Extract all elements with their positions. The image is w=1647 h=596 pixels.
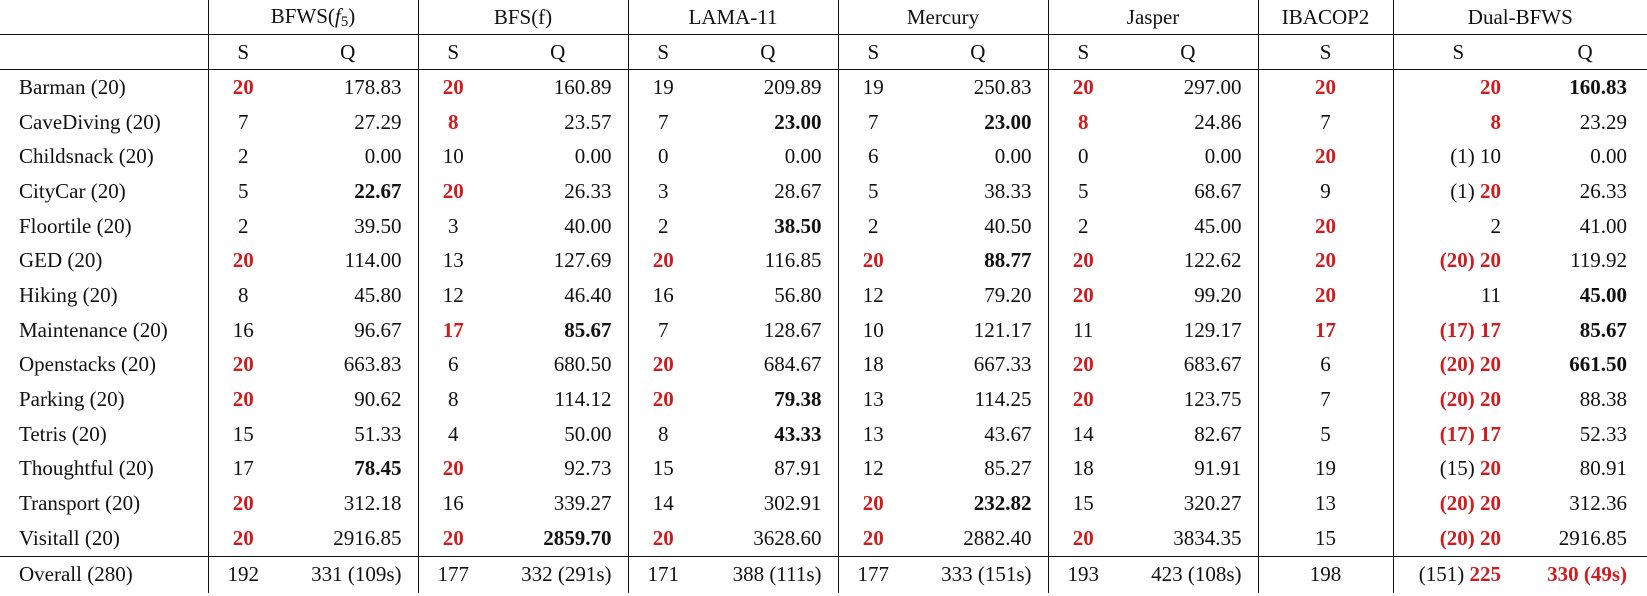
subheader-q: Q: [908, 35, 1048, 70]
domain-name: Floortile (20): [19, 213, 132, 238]
bfws-q: 0.00: [364, 144, 402, 169]
dual-s: 11: [1393, 278, 1523, 313]
lama-s: 15: [628, 452, 698, 487]
jasper-s: 20: [1048, 382, 1118, 417]
bfws-s: 20: [208, 486, 278, 521]
domain-name: Tetris (20): [19, 421, 107, 446]
jasper-s: 20: [1048, 278, 1118, 313]
ibacop-s: 17: [1258, 313, 1393, 348]
mercury-q: 38.33: [984, 178, 1032, 203]
dual-s: 20: [1393, 70, 1523, 105]
jasper-q: 423 (108s): [1118, 556, 1258, 593]
mercury-q: 232.82: [973, 491, 1032, 516]
dual-q: 160.83: [1569, 74, 1628, 99]
bfs-s: 17: [418, 313, 488, 348]
ibacop-s: 7: [1258, 105, 1393, 140]
mercury-q: 23.00: [984, 109, 1032, 134]
jasper-s: 14: [1048, 417, 1118, 452]
domain-name: Openstacks (20): [19, 352, 157, 377]
ibacop-s: 20: [1258, 139, 1393, 174]
bfs-s: 8: [418, 382, 488, 417]
jasper-s: 20: [1048, 70, 1118, 105]
dual-q: 312.36: [1569, 491, 1628, 516]
ibacop-s: 9: [1258, 174, 1393, 209]
mercury-s: 18: [838, 348, 908, 383]
dual-q: 85.67: [1579, 317, 1628, 342]
dual-s: (20) 20: [1393, 486, 1523, 521]
jasper-s: 20: [1048, 521, 1118, 556]
jasper-s: 20: [1048, 243, 1118, 278]
mercury-s: 13: [838, 417, 908, 452]
mercury-q: 79.20: [984, 282, 1032, 307]
mercury-s: 20: [838, 243, 908, 278]
bfs-q: 160.89: [553, 74, 612, 99]
lama-s: 3: [628, 174, 698, 209]
dual-s: (1) 20: [1393, 174, 1523, 209]
jasper-s: 8: [1048, 105, 1118, 140]
table-row: [0, 70, 1647, 105]
bfws-s: 20: [208, 348, 278, 383]
table-row: [0, 452, 1647, 487]
domain-name: Parking (20): [19, 387, 125, 412]
jasper-q: 99.20: [1194, 282, 1242, 307]
bfs-q: 46.40: [564, 282, 612, 307]
jasper-q: 129.17: [1183, 317, 1242, 342]
subheader-s: S: [1393, 35, 1523, 70]
dual-s: 2: [1393, 209, 1523, 244]
jasper-s: 11: [1048, 313, 1118, 348]
mercury-q: 0.00: [994, 144, 1032, 169]
bfs-q: 114.12: [554, 387, 612, 412]
lama-q: 128.67: [763, 317, 822, 342]
bfws-q: 114.00: [344, 248, 402, 273]
bfs-q: 339.27: [553, 491, 612, 516]
bfws-q: 22.67: [354, 178, 402, 203]
bfs-q: 2859.70: [543, 525, 612, 550]
metric-header-row: [0, 35, 1647, 70]
lama-s: 8: [628, 417, 698, 452]
dual-q: 0.00: [1590, 144, 1628, 169]
ibacop-s: 20: [1258, 209, 1393, 244]
jasper-s: 18: [1048, 452, 1118, 487]
subheader-s: S: [628, 35, 698, 70]
header-dual-bfws: Dual-BFWS: [1393, 0, 1647, 35]
table-row: [0, 521, 1647, 556]
jasper-q: 297.00: [1183, 74, 1242, 99]
bfws-q: 96.67: [354, 317, 402, 342]
jasper-s: 15: [1048, 486, 1118, 521]
ibacop-s: 5: [1258, 417, 1393, 452]
mercury-q: 333 (151s): [908, 556, 1048, 593]
bfs-s: 6: [418, 348, 488, 383]
mercury-s: 10: [838, 313, 908, 348]
domain-name: Hiking (20): [19, 282, 118, 307]
jasper-s: 193: [1048, 556, 1118, 593]
lama-s: 20: [628, 521, 698, 556]
jasper-q: 82.67: [1194, 421, 1242, 446]
lama-q: 116.85: [764, 248, 822, 273]
mercury-q: 43.67: [984, 421, 1032, 446]
ibacop-s: 19: [1258, 452, 1393, 487]
lama-s: 20: [628, 348, 698, 383]
ibacop-s: 198: [1258, 556, 1393, 593]
lama-s: 19: [628, 70, 698, 105]
jasper-q: 24.86: [1194, 109, 1242, 134]
jasper-q: 91.91: [1194, 456, 1242, 481]
table-row: [0, 209, 1647, 244]
dual-s: (20) 20: [1393, 243, 1523, 278]
ibacop-s: 15: [1258, 521, 1393, 556]
bfs-s: 20: [418, 174, 488, 209]
bfws-s: 8: [208, 278, 278, 313]
bfs-q: 40.00: [564, 213, 612, 238]
dual-q: 80.91: [1579, 456, 1628, 481]
dual-q: 330 (49s): [1523, 556, 1647, 593]
bfws-s: 2: [208, 139, 278, 174]
bfws-q: 51.33: [354, 421, 402, 446]
table-row: [0, 174, 1647, 209]
dual-q: 52.33: [1579, 421, 1628, 446]
table-row: [0, 382, 1647, 417]
bfws-s: 20: [208, 70, 278, 105]
bfs-s: 10: [418, 139, 488, 174]
domain-name: Childsnack (20): [19, 144, 154, 169]
ibacop-s: 6: [1258, 348, 1393, 383]
lama-q: 87.91: [774, 456, 822, 481]
dual-s: (20) 20: [1393, 382, 1523, 417]
jasper-s: 2: [1048, 209, 1118, 244]
header-ibacop2: IBACOP2: [1258, 0, 1393, 35]
bfws-s: 192: [208, 556, 278, 593]
dual-q: 2916.85: [1558, 525, 1628, 550]
table-row: [0, 243, 1647, 278]
table-row: [0, 105, 1647, 140]
subheader-s: S: [418, 35, 488, 70]
dual-q: 41.00: [1579, 213, 1628, 238]
bfs-q: 680.50: [553, 352, 612, 377]
bfws-s: 17: [208, 452, 278, 487]
jasper-q: 45.00: [1194, 213, 1242, 238]
bfs-s: 4: [418, 417, 488, 452]
table-row: [0, 417, 1647, 452]
domain-name: Thoughtful (20): [19, 456, 154, 481]
mercury-q: 250.83: [973, 74, 1032, 99]
subheader-s: S: [838, 35, 908, 70]
table-row: [0, 348, 1647, 383]
mercury-s: 20: [838, 486, 908, 521]
bfs-s: 177: [418, 556, 488, 593]
jasper-q: 3834.35: [1173, 525, 1242, 550]
bfws-q: 312.18: [343, 491, 402, 516]
bfs-s: 3: [418, 209, 488, 244]
dual-q: 23.29: [1579, 109, 1628, 134]
subheader-q: Q: [1118, 35, 1258, 70]
mercury-q: 40.50: [984, 213, 1032, 238]
bfs-q: 127.69: [553, 248, 612, 273]
jasper-q: 68.67: [1194, 178, 1242, 203]
lama-s: 0: [628, 139, 698, 174]
bfws-s: 20: [208, 243, 278, 278]
corner-cell: [0, 0, 208, 35]
mercury-s: 177: [838, 556, 908, 593]
ibacop-s: 20: [1258, 70, 1393, 105]
domain-name: Maintenance (20): [19, 317, 168, 342]
lama-s: 16: [628, 278, 698, 313]
table-row: [0, 486, 1647, 521]
bfws-s: 7: [208, 105, 278, 140]
domain-name: CaveDiving (20): [19, 109, 161, 134]
bfs-q: 23.57: [564, 109, 612, 134]
bfs-q: 85.67: [564, 317, 612, 342]
dual-s: (1) 10: [1393, 139, 1523, 174]
domain-name: Barman (20): [19, 74, 126, 99]
domain-name: Overall (280): [0, 556, 208, 593]
dual-q: 119.92: [1570, 248, 1628, 273]
mercury-s: 7: [838, 105, 908, 140]
bfws-q: 27.29: [354, 109, 402, 134]
bfws-s: 2: [208, 209, 278, 244]
dual-q: 88.38: [1579, 387, 1628, 412]
dual-q: 26.33: [1579, 178, 1628, 203]
jasper-s: 5: [1048, 174, 1118, 209]
header-lama: LAMA-11: [628, 0, 838, 35]
lama-s: 14: [628, 486, 698, 521]
lama-s: 7: [628, 105, 698, 140]
bfs-s: 8: [418, 105, 488, 140]
subheader-q: Q: [278, 35, 418, 70]
mercury-q: 85.27: [984, 456, 1032, 481]
mercury-s: 19: [838, 70, 908, 105]
bfws-q: 2916.85: [333, 525, 402, 550]
dual-q: 661.50: [1569, 352, 1628, 377]
mercury-s: 12: [838, 278, 908, 313]
dual-s: (17) 17: [1393, 313, 1523, 348]
jasper-q: 683.67: [1183, 352, 1242, 377]
bfs-s: 13: [418, 243, 488, 278]
mercury-q: 2882.40: [963, 525, 1032, 550]
lama-s: 171: [628, 556, 698, 593]
bfs-q: 26.33: [564, 178, 612, 203]
mercury-s: 6: [838, 139, 908, 174]
dual-s: (20) 20: [1393, 521, 1523, 556]
mercury-q: 667.33: [973, 352, 1032, 377]
lama-q: 388 (111s): [698, 556, 838, 593]
header-mercury: Mercury: [838, 0, 1048, 35]
dual-s: (20) 20: [1393, 348, 1523, 383]
subheader-q: Q: [1523, 35, 1647, 70]
bfs-s: 20: [418, 452, 488, 487]
bfws-s: 5: [208, 174, 278, 209]
subheader-q: Q: [488, 35, 628, 70]
subheader-s: S: [1258, 35, 1393, 70]
jasper-q: 320.27: [1183, 491, 1242, 516]
subheader-s: S: [1048, 35, 1118, 70]
header-bfs: BFS(f): [418, 0, 628, 35]
lama-q: 43.33: [774, 421, 822, 446]
lama-q: 3628.60: [753, 525, 822, 550]
subheader-s: S: [208, 35, 278, 70]
header-bfws: $BFWS(f_5)$: [208, 0, 418, 35]
lama-q: 302.91: [763, 491, 822, 516]
bfws-q: 45.80: [354, 282, 402, 307]
bfws-q: 331 (109s): [278, 556, 418, 593]
lama-q: 209.89: [763, 74, 822, 99]
bfs-q: 332 (291s): [488, 556, 628, 593]
jasper-q: 122.62: [1183, 248, 1242, 273]
bfws-q: 178.83: [343, 74, 402, 99]
mercury-q: 88.77: [984, 248, 1032, 273]
bfws-s: 15: [208, 417, 278, 452]
mercury-s: 2: [838, 209, 908, 244]
jasper-q: 123.75: [1183, 387, 1242, 412]
lama-s: 20: [628, 243, 698, 278]
bfws-q: 78.45: [354, 456, 402, 481]
bfs-s: 20: [418, 70, 488, 105]
lama-q: 684.67: [763, 352, 822, 377]
bfs-s: 12: [418, 278, 488, 313]
domain-name: Transport (20): [19, 491, 141, 516]
bfws-q: 39.50: [354, 213, 402, 238]
dual-s: (151) 225: [1393, 556, 1523, 593]
mercury-s: 5: [838, 174, 908, 209]
mercury-s: 20: [838, 521, 908, 556]
bfws-s: 16: [208, 313, 278, 348]
lama-s: 20: [628, 382, 698, 417]
lama-q: 38.50: [774, 213, 822, 238]
mercury-q: 121.17: [973, 317, 1032, 342]
lama-q: 28.67: [774, 178, 822, 203]
ibacop-s: 20: [1258, 278, 1393, 313]
header-jasper: Jasper: [1048, 0, 1258, 35]
table-row: [0, 139, 1647, 174]
ibacop-s: 20: [1258, 243, 1393, 278]
bfs-q: 50.00: [564, 421, 612, 446]
lama-q: 56.80: [774, 282, 822, 307]
lama-s: 7: [628, 313, 698, 348]
overall-row: [0, 556, 1647, 593]
dual-s: 8: [1393, 105, 1523, 140]
lama-s: 2: [628, 209, 698, 244]
bfs-q: 92.73: [564, 456, 612, 481]
ibacop-s: 7: [1258, 382, 1393, 417]
jasper-s: 20: [1048, 348, 1118, 383]
jasper-s: 0: [1048, 139, 1118, 174]
domain-name: Visitall (20): [19, 525, 120, 550]
bfws-s: 20: [208, 521, 278, 556]
bfs-s: 16: [418, 486, 488, 521]
dual-s: (17) 17: [1393, 417, 1523, 452]
mercury-q: 114.25: [974, 387, 1032, 412]
ibacop-s: 13: [1258, 486, 1393, 521]
mercury-s: 12: [838, 452, 908, 487]
bfws-q: 90.62: [354, 387, 402, 412]
bfs-s: 20: [418, 521, 488, 556]
table-row: [0, 313, 1647, 348]
lama-q: 79.38: [774, 387, 822, 412]
bfws-s: 20: [208, 382, 278, 417]
dual-s: (15) 20: [1393, 452, 1523, 487]
domain-name: CityCar (20): [19, 178, 126, 203]
table-row: [0, 278, 1647, 313]
dual-q: 45.00: [1579, 282, 1628, 307]
lama-q: 23.00: [774, 109, 822, 134]
bfws-q: 663.83: [343, 352, 402, 377]
lama-q: 0.00: [784, 144, 822, 169]
jasper-q: 0.00: [1204, 144, 1242, 169]
mercury-s: 13: [838, 382, 908, 417]
bfs-q: 0.00: [574, 144, 612, 169]
domain-name: GED (20): [19, 248, 103, 273]
planner-header-row: [0, 0, 1647, 35]
subheader-q: Q: [698, 35, 838, 70]
